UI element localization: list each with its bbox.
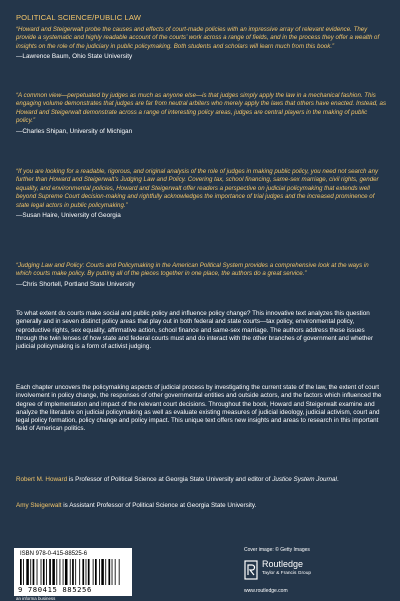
barcode-bar	[60, 559, 61, 585]
barcode-bar	[56, 559, 57, 585]
barcode-bar	[99, 559, 100, 585]
barcode-bar	[23, 559, 24, 585]
barcode-bar	[37, 559, 38, 585]
barcode-bar	[52, 559, 55, 585]
endorsement-attribution	[16, 280, 386, 289]
barcode-bar	[108, 559, 110, 585]
barcode-bar	[43, 559, 45, 585]
routledge-logo-icon	[244, 560, 258, 580]
endorsement	[16, 168, 386, 220]
barcode-bar	[79, 559, 80, 585]
barcode-bar	[41, 559, 42, 585]
barcode-bar	[86, 559, 87, 585]
endorsement	[16, 26, 386, 61]
author-bio-text: is Professor of Political Science at Georgia State University and editor of	[67, 476, 273, 483]
barcode-bar	[46, 559, 47, 585]
endorsement-attribution	[16, 127, 386, 136]
barcode-bar	[70, 559, 71, 585]
barcode-bar	[75, 559, 76, 585]
endorser-name: —Lawrence Baum,	[16, 53, 71, 61]
category-label: POLITICAL SCIENCE/PUBLIC LAW	[16, 13, 142, 22]
barcode-bar	[63, 559, 64, 585]
cover-credit: Cover image: © Getty Images	[244, 547, 310, 553]
journal-title: Justice System Journal	[272, 476, 337, 483]
isbn-label: ISBN 978-0-415-88525-6	[20, 551, 88, 557]
author-name: Robert M. Howard	[16, 476, 68, 483]
endorsement-quote: “Howard and Steigerwalt probe the causes and effects of court-made policies with an impressive array of relevant evidence. They provide a systematic and highly readable account of the courts’ work across a range of fields, and in the process they offer a wealth of insights on the role of the judiciary in public policymaking. Both students and scholars will learn much from this book.”	[16, 26, 380, 50]
barcode-bar	[82, 559, 84, 585]
author-bio	[16, 476, 384, 484]
endorsement	[16, 92, 386, 136]
publisher-name: Routledge	[262, 559, 304, 569]
barcode-bar	[119, 559, 120, 585]
barcode-bar	[105, 559, 106, 585]
barcode-bar	[20, 559, 22, 585]
endorsement	[16, 262, 386, 289]
author-bio-text: is Assistant Professor of Political Science at Georgia State University.	[61, 502, 257, 509]
barcode-bar	[112, 559, 113, 585]
description-paragraph: To what extent do courts make social and public policy and influence policy change? This innovative text analyzes this question generally and in seven distinct policy areas that play out in both federal and state courts—tax policy, environmental policy, reproductive rights, sex equality, affirmative action, school finance and same-sex marriage. The authors address these issues through the twin lenses of how state and federal courts must and do interact with the other branches of government and whether judicial policymaking is a form of activist judging.	[16, 310, 374, 351]
description-paragraph: Each chapter uncovers the policymaking aspects of judicial process by investigating the current state of the law, the extent of court involvement in policy change, the responses of other governmental entities and outside actors, and the factors which influenced the degree of implementation and impact of the relevant court decisions. Throughout the book, Howard and Steigerwalt examine and analyze the literature on judicial policymaking as well as evaluate existing measures of judicial ideology, judicial activism, court and legal policy formation, policy change and policy impact. This unique text offers new insights and areas to research in this important field of American politics.	[16, 384, 382, 433]
endorsement-attribution	[16, 211, 386, 220]
endorser-affiliation: Ohio State University	[70, 53, 133, 61]
barcode-bar	[26, 559, 29, 585]
endorser-name: —Chris Shortell,	[16, 280, 63, 288]
barcode-bar	[115, 559, 116, 585]
barcode-bar	[30, 559, 31, 585]
barcode-bar	[88, 559, 90, 585]
endorser-affiliation: Portland State University	[62, 280, 135, 288]
publisher-url[interactable]: www.routledge.com	[244, 588, 288, 594]
author-bio	[16, 502, 384, 510]
author-name: Amy Steigerwalt	[16, 502, 62, 509]
barcode-bar	[65, 559, 68, 585]
endorsement-attribution	[16, 52, 386, 61]
barcode-graphic	[20, 559, 126, 585]
barcode-bar	[95, 559, 97, 585]
barcode-bar	[33, 559, 35, 585]
endorsement-quote: “If you are looking for a readable, rigorous, and original analysis of the role of judges in making public policy, you need not search any further than Howard and Steigerwalt’s Judging Law and Policy. Covering tax, school financing, same-sex marriage, civil rights, gender equality, and environmental policies, Howard and Steigerwalt offer readers a perspective on judicial policymaking that extends well beyond Supreme Court decision-making and rightfully acknowledges the importance of trial judges and the increased prominence of state legal actors in public policymaking.”	[16, 168, 379, 209]
barcode-bar	[93, 559, 94, 585]
author-bio-end: .	[336, 476, 339, 483]
barcode-bar	[72, 559, 74, 585]
endorser-affiliation: University of Georgia	[59, 212, 121, 220]
endorser-name: —Charles Shipan,	[16, 127, 68, 135]
informa-tagline: an informa business	[16, 596, 56, 601]
endorser-name: —Susan Haire,	[16, 212, 60, 220]
endorsement-quote: “Judging Law and Policy: Courts and Policymaking in the American Political System provides a comprehensive look at the ways in which courts make policy. By putting all of the pieces together in one place, the authors do a great service.”	[16, 262, 369, 278]
barcode-bar	[49, 559, 51, 585]
endorser-affiliation: University of Michigan	[67, 127, 133, 135]
barcode-panel	[14, 548, 132, 596]
barcode-number: 9 780415 885256	[18, 585, 92, 594]
endorsement-quote: “A common view—perpetuated by judges as much as anyone else—is that judges simply apply the law in a mechanical fashion. This engaging volume demonstrates that judges are far from neutral arbiters who merely apply the laws that others have enacted. Instead, as Howard and Steigerwalt demonstrate across a range of interesting policy areas, judges are central players in the making of public policy.”	[16, 92, 387, 125]
barcode-bar	[101, 559, 104, 585]
publisher-group: Taylor & Francis Group	[262, 571, 312, 576]
